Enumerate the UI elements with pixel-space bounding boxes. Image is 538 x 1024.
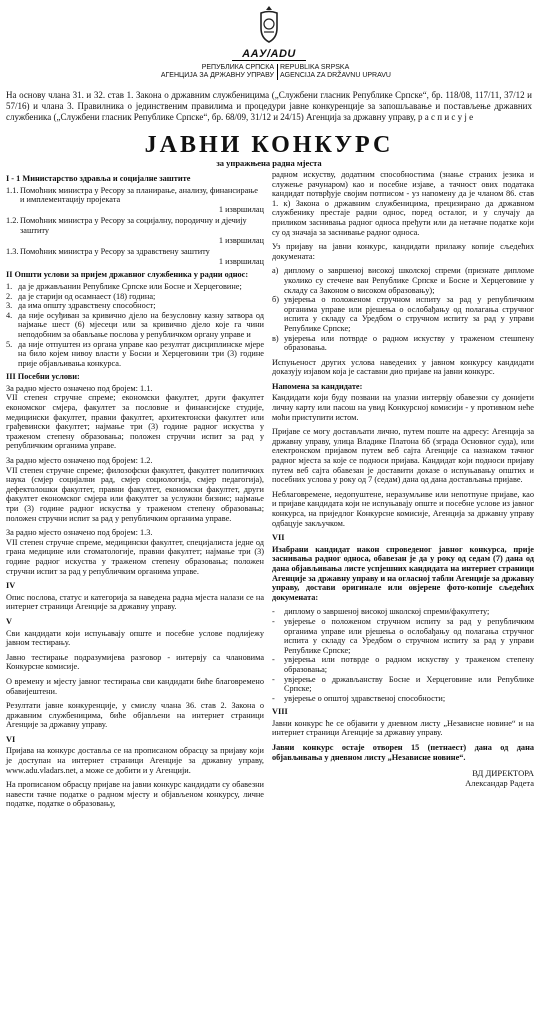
document-title: ЈАВНИ КОНКУРС [144,132,394,158]
item-label: в) [272,333,279,343]
item-label: а) [272,266,279,276]
position-item [6,247,264,266]
section-text: радном искуству, додатним способностима (знање страних језика и служење рачунаром) као и посебне изјаве, а тачност ових података кандидат потврђује својим потписом - уз напомену да је чланом 86. став 1. к) Закона о државним службеницима, прецизирано да државном службенику престаје радни однос, поред осталог, и у случају да приликом заснивања радног односа пређути или да нетачне податке који су од значаја за заснивање радног односа. [272,170,534,237]
section-heading: III Посебни услови: [6,372,80,382]
attachment-item [272,266,534,295]
agency-line: REPUBLIKA SRPSKA [280,64,350,71]
document-subtitle: за упражњена радна мјеста [216,158,322,168]
list-item: - увјерења или потврде о радном искуству у траженом степену образовања; [272,655,534,674]
signature-name: Александар Радета [465,778,534,789]
section-text: Јавно тестирање подразумијева разговор - интервју са члановима Конкурсне комисије. [6,652,264,672]
position-title: Помоћник министра у Ресору за здравствену заштиту [20,247,210,257]
list-item [6,301,264,311]
section-heading: VIII [272,707,288,717]
right-column [272,170,534,788]
item-text: увјерење о положеном стручном испиту за рад у републичким органима управе или рјешења о ослобађању од полагања стручног испита у складу са Уредбом о стручном испиту за рад у управи Републике Српске; [284,616,534,655]
section-text: Резултати јавне конкуренције, у смислу члана 36. став 2. Закона о државним службеницима, биће објављени на интернет страници Агенције за државну управу. [6,701,264,730]
section-text: Пријава на конкурс доставља се на прописаном обрасцу за пријаву који је доступан на интернет страници Агенције за државну управу, www.adu.vladars.net, а може се добити и у Агенцији. [6,746,264,775]
section-text: Кандидати који буду позвани на улазни интервју обавезни су донијети личну карту или пасош на увид Конкурсној комисији - у противном неће моћи приступити истом. [272,393,534,422]
item-text: увјерења о положеном стручном испиту за рад у републичким органима управе или рјешења о ослобађању од полагања стручног испита у складу са Уредбом о стручном испиту за рад у управи Републике Српске; [284,295,534,333]
position-number: 1.2. [6,216,19,226]
attachment-item [272,334,534,353]
section-text: Испуњеност других услова наведених у јавном конкурсу кандидати доказују изјавом која је саставни дио пријаве на јавни конкурс. [272,357,534,377]
list-item [6,292,264,302]
coat-of-arms-icon [255,4,283,44]
position-count: 1 извршилац [218,204,264,214]
agency-line: AGENCIJA ZA DRŽAVNU UPRAVU [280,72,391,79]
section-text: Јавни конкурс ће се објавити у дневном листу „Независне новине“ и на интернет страници Агенције за државну управу. [272,718,534,738]
brand-divider [232,60,306,61]
section-heading: I - 1 Министарство здравља и социјалне заштите [6,174,191,183]
position-number: 1.3. [6,247,19,257]
attachment-item [272,295,534,333]
item-number: 3. [6,301,13,311]
section-heading: VII [272,533,285,543]
item-label: б) [272,295,279,305]
signature-block [272,768,534,788]
agency-separator [277,64,278,80]
list-item [6,340,264,369]
item-number: 2. [6,291,13,301]
special-condition-label: За радно мјесто означено под бројем: 1.3. [6,528,153,538]
position-count: 1 извршилац [218,256,264,266]
item-text: да је старији од осамнаест (18) година; [18,291,156,301]
position-count: 1 извршилац [218,235,264,245]
agency-name-latin [280,64,430,80]
list-item [6,282,264,292]
position-title: Помоћник министра у Ресору за планирање, анализу, финансирање и имплементацију пројеката [20,185,258,205]
left-column [6,170,264,814]
position-title: Помоћник министра у Ресору за социјалну, породичну и дјечију заштиту [20,216,247,235]
item-text: увјерење о држављанству Босне и Херцеговине или Републике Српске; [284,674,534,694]
position-item [6,186,264,215]
item-text: увјерење о општој здравственој способности; [284,693,446,703]
list-item [6,311,264,340]
list-item: - увјерење о положеном стручном испиту за рад у републичким органима управе или рјешења о ослобађању од полагања стручног испита у складу са Уредбом о стручном испиту за рад у управи Републике Српске; [272,616,534,655]
agency-line: РЕПУБЛИКА СРПСКА [201,64,274,71]
item-text: да има општу здравствену способност; [18,301,156,311]
special-condition-label: За радно мјесто означено под бројем: 1.2. [6,456,153,466]
signature-title: ВД ДИРЕКТОРА [472,768,534,779]
list-item: - увјерење о општој здравственој способности; [272,694,534,704]
section-heading: Напомена за кандидате: [272,381,363,391]
section-heading: II Општи услови за пријем државног службеника у радни однос: [6,270,249,280]
item-text: увјерења или потврде о радном искуству у траженом степену образовања; [284,655,534,674]
deadline-text: Јавни конкурс остаје отворен 15 (петнаест) дана од дана објављивања у дневном листу „Независне новине“. [272,743,534,762]
section-text: Сви кандидати који испуњавају опште и посебне услове подлијежу јавном тестирању. [6,628,264,648]
intro-paragraph: На основу члана 31. и 32. став 1. Закона о државним службеницима („Службени гласник Републике Српске“, бр. 118/08, 117/11, 37/12 и 57/16) и члана 3. Правилника о јединственим правилима и процедури јавне конкуренције за запошљавање и постављење државних службеника („Службени гласник Републике Српске“, бр. 68/09, 31/12 и 24/15) Агенција за државну управу, р а с п и с у ј е [6,90,532,122]
item-number: 5. [6,339,13,349]
section-text: На прописаном обрасцу пријаве на јавни конкурс кандидати су обавезни навести тачне податке о радном мјесту и објављеном конкурсу, личне податке, податке о образовању, [6,780,264,809]
section-text: Пријаве се могу достављати лично, путем поште на адресу: Агенција за државну управу, улица Владике Платона 6б (зграда Основног суда), или електронском пријавом путем веб сајта Агенције са назнаком тачног радног мјеста за које се подноси пријава. Кандидат који подноси пријаву путем веб сајта обавезан је доставити доказе о испуњавању општих и посебних услова у року од 7 (седам) дана од дана достављања пријаве. [272,427,534,485]
list-item: - увјерење о држављанству Босне и Херцеговине или Републике Српске; [272,674,534,694]
special-condition-text: VII степен стручне спреме; филозофски факултет, факултет политичких наука (смјер социјални рад, смјер социологија, смјер педагогија), дефектолошки факултет, правни факултет, економски факултет, други факултет економског смјера или факултет за услужни бизнис; најмање три (3) године радног искуства у траженом степену образовања; положен стручни испит за рад у републичким органима управе. [6,465,264,523]
section-text: Неблаговремене, недопуштене, неразумљиве или непотпуне пријаве, као и пријаве кандидата који не испуњавају опште и посебне услове из јавног конкурса, на приједлог Конкурсне комисије, Агенција за државну управу одбацује закључком. [272,489,534,528]
section-text: Опис послова, статус и категорија за наведена радна мјеста налази се на интернет страници Агенције за државну управу. [6,592,264,612]
list-item: - диплому о завршеној високој школској спреми/факултету; [272,607,534,617]
section-text: Изабрани кандидат након спроведеног јавног конкурса, прије заснивања радног односа, обавезан је да у року од седам (7) дана од дана објављивања листе успјешних кандидата на интернет страници Агенције за државну управу и на огласној табли Агенције за државну управу, достави оригинале или овјерене фото-копије сљедећих докумената: [272,544,534,602]
item-text: диплому о завршеној високој школској спреми (признате дипломе уколико су стечене ван Републике Српске и Босне и Херцеговине у складу са Законом о високом образовању); [284,266,534,295]
item-number: 4. [6,310,13,320]
position-item [6,216,264,245]
item-text: да је држављанин Републике Српске или Босне и Херцеговине; [18,281,242,291]
section-heading: VI [6,734,16,744]
attachments-intro: Уз пријаву на јавни конкурс, кандидати прилажу копије сљедећих докумената: [272,242,534,261]
position-number: 1.1. [6,185,19,195]
special-condition-text: VII степен стручне спреме; економски факултет, други факултет економског смјера, факултет за пословне и финансијске студије, медицински факултет, правни факултет, архитектонски факултет или грађевински факултет; најмање три (3) године радног искуства у траженом степену образовања; положен стручни испит за рад у републичким органима управе. [6,393,264,451]
agency-name-cyrillic [138,64,274,80]
agency-brand: AAУ/ADU [242,48,296,60]
special-condition-label: За радно мјесто означено под бројем: 1.1. [6,383,153,393]
item-text: да није осуђиван за кривично дјело на безусловну казну затвора од најмање шест (6) мјесеци или за кривично дјело које га чини неподобним за обављање послова у републичком органу управе и [18,310,264,339]
section-heading: V [6,616,12,626]
item-text: диплому о завршеној високој школској спреми/факултету; [284,607,490,617]
special-condition-text: VII степен стручне спреме, медицински факултет, специјалиста једне од грана медицине или стоматологије, правни факултет; најмање три (3) године радног искуства у траженом степену образовања; положен стручни испит за рад у републичким органима управе. [6,537,264,576]
item-number: 1. [6,281,13,291]
item-text: увјерења или потврде о радном искуству у траженом стешпену образовања. [284,333,534,353]
agency-line: АГЕНЦИЈА ЗА ДРЖАВНУ УПРАВУ [160,72,274,79]
item-text: да није отпуштен из органа управе као резултат дисциплинске мјере на било којем нивоу власти у Босни и Херцеговини три (3) године прије објављивања конкурса. [18,339,264,368]
section-text: О времену и мјесту јавног тестирања сви кандидати биће благовремено обавијештени. [6,676,264,696]
section-heading: IV [6,581,16,591]
letterhead [0,0,538,96]
